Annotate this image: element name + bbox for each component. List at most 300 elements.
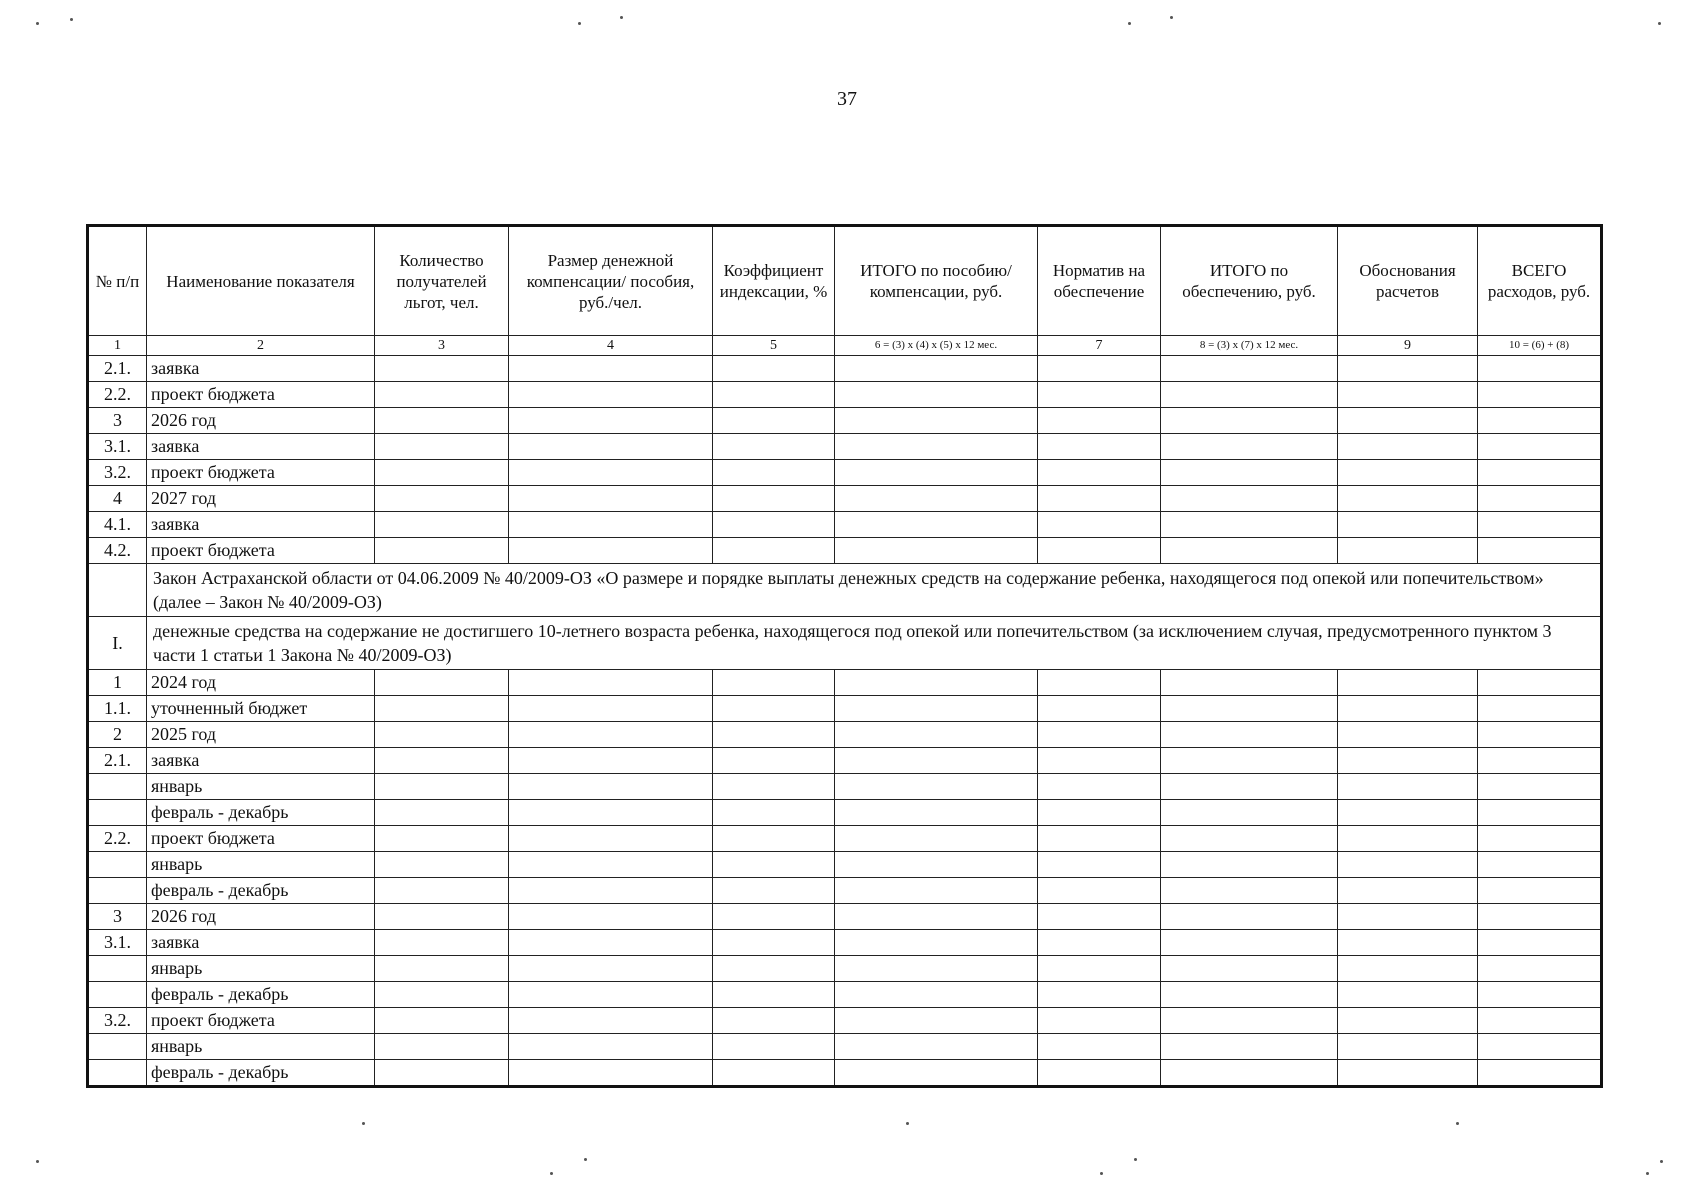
- table-row: [88, 774, 1602, 800]
- empty-cell: [1038, 696, 1161, 722]
- row-number: 3.1.: [88, 930, 147, 956]
- row-name: февраль - декабрь: [147, 982, 375, 1008]
- empty-cell: [713, 956, 835, 982]
- col-number: 3: [375, 336, 509, 356]
- empty-cell: [509, 460, 713, 486]
- row-name: заявка: [147, 356, 375, 382]
- empty-cell: [835, 1060, 1038, 1087]
- law-title-row-text: Закон Астраханской области от 04.06.2009 № 40/2009-ОЗ «О размере и порядке выплаты денежных средств на содержание ребенка, находящегося под опекой или попечительством» (далее – Закон № 40/2009-ОЗ): [147, 564, 1602, 617]
- empty-cell: [835, 512, 1038, 538]
- table-row: [88, 930, 1602, 956]
- empty-cell: [1161, 878, 1338, 904]
- empty-cell: [713, 512, 835, 538]
- section-row-text: денежные средства на содержание не достигшего 10-летнего возраста ребенка, находящегося под опекой или попечительством (за исключением случая, предусмотренного пунктом 3 части 1 статьи 1 Закона № 40/2009-ОЗ): [147, 617, 1602, 670]
- col-header-grand-total: ВСЕГО расходов, руб.: [1478, 226, 1602, 336]
- scan-speck: [620, 16, 623, 19]
- row-name: уточненный бюджет: [147, 696, 375, 722]
- empty-cell: [1338, 538, 1478, 564]
- empty-cell: [375, 982, 509, 1008]
- empty-cell: [1478, 538, 1602, 564]
- page-number: 37: [837, 88, 857, 110]
- empty-cell: [1478, 982, 1602, 1008]
- empty-cell: [1338, 1008, 1478, 1034]
- empty-cell: [713, 774, 835, 800]
- scan-speck: [550, 1172, 553, 1175]
- empty-cell: [835, 904, 1038, 930]
- table-row: [88, 1034, 1602, 1060]
- empty-cell: [509, 670, 713, 696]
- empty-cell: [1161, 982, 1338, 1008]
- empty-cell: [1338, 904, 1478, 930]
- row-number: 1: [88, 670, 147, 696]
- empty-cell: [1038, 512, 1161, 538]
- empty-cell: [1038, 486, 1161, 512]
- empty-cell: [713, 408, 835, 434]
- empty-cell: [713, 722, 835, 748]
- row-number: 2.2.: [88, 826, 147, 852]
- empty-cell: [835, 670, 1038, 696]
- scan-speck: [70, 18, 73, 21]
- row-name: 2027 год: [147, 486, 375, 512]
- empty-cell: [375, 826, 509, 852]
- empty-cell: [1338, 512, 1478, 538]
- empty-cell: [1038, 904, 1161, 930]
- empty-cell: [1478, 852, 1602, 878]
- col-header-index-coef: Коэффициент индексации, %: [713, 226, 835, 336]
- empty-cell: [835, 696, 1038, 722]
- section-row: [88, 617, 1602, 670]
- empty-cell: [713, 434, 835, 460]
- column-number-row: [88, 336, 1602, 356]
- empty-cell: [1038, 800, 1161, 826]
- table-row: [88, 434, 1602, 460]
- empty-cell: [1478, 826, 1602, 852]
- col-number: 4: [509, 336, 713, 356]
- empty-cell: [835, 356, 1038, 382]
- empty-cell: [1161, 956, 1338, 982]
- empty-cell: [1161, 904, 1338, 930]
- table-row: [88, 722, 1602, 748]
- empty-cell: [1478, 512, 1602, 538]
- row-name: проект бюджета: [147, 826, 375, 852]
- scan-speck: [36, 1160, 39, 1163]
- empty-cell: [509, 356, 713, 382]
- empty-cell: [1161, 1060, 1338, 1087]
- empty-cell: [1038, 852, 1161, 878]
- empty-cell: [509, 956, 713, 982]
- row-name: заявка: [147, 434, 375, 460]
- empty-cell: [1338, 722, 1478, 748]
- row-name: январь: [147, 1034, 375, 1060]
- empty-cell: [835, 748, 1038, 774]
- empty-cell: [509, 1060, 713, 1087]
- empty-cell: [509, 696, 713, 722]
- empty-cell: [1038, 722, 1161, 748]
- empty-cell: [1478, 956, 1602, 982]
- empty-cell: [835, 460, 1038, 486]
- row-number: 3.1.: [88, 434, 147, 460]
- empty-cell: [375, 852, 509, 878]
- table-row: [88, 904, 1602, 930]
- empty-cell: [375, 382, 509, 408]
- empty-cell: [1338, 486, 1478, 512]
- empty-cell: [713, 826, 835, 852]
- empty-cell: [509, 486, 713, 512]
- empty-cell: [1478, 930, 1602, 956]
- law-title-row: [88, 564, 1602, 617]
- table-row: [88, 356, 1602, 382]
- empty-cell: [375, 800, 509, 826]
- empty-cell: [835, 408, 1038, 434]
- scan-speck: [906, 1122, 909, 1125]
- empty-cell: [1161, 696, 1338, 722]
- row-name: заявка: [147, 748, 375, 774]
- empty-cell: [1478, 382, 1602, 408]
- row-number: [88, 800, 147, 826]
- table-row: [88, 852, 1602, 878]
- empty-cell: [509, 904, 713, 930]
- empty-cell: [835, 382, 1038, 408]
- empty-cell: [713, 982, 835, 1008]
- empty-cell: [1161, 538, 1338, 564]
- table-row: [88, 460, 1602, 486]
- empty-cell: [509, 538, 713, 564]
- empty-cell: [1338, 826, 1478, 852]
- empty-cell: [1161, 1034, 1338, 1060]
- row-number: 4: [88, 486, 147, 512]
- empty-cell: [375, 460, 509, 486]
- empty-cell: [375, 356, 509, 382]
- empty-cell: [509, 982, 713, 1008]
- empty-cell: [1338, 356, 1478, 382]
- empty-cell: [1338, 382, 1478, 408]
- empty-cell: [835, 486, 1038, 512]
- empty-cell: [1038, 408, 1161, 434]
- empty-cell: [375, 1008, 509, 1034]
- empty-cell: [1478, 1034, 1602, 1060]
- col-header-total-benefit: ИТОГО по пособию/ компенсации, руб.: [835, 226, 1038, 336]
- col-number: 6 = (3) x (4) x (5) x 12 мес.: [835, 336, 1038, 356]
- scan-speck: [1456, 1122, 1459, 1125]
- empty-cell: [713, 460, 835, 486]
- row-number: 2: [88, 722, 147, 748]
- scan-speck: [1646, 1172, 1649, 1175]
- col-header-number: № п/п: [88, 226, 147, 336]
- empty-cell: [713, 748, 835, 774]
- empty-cell: [509, 748, 713, 774]
- empty-cell: [835, 956, 1038, 982]
- empty-cell: [835, 434, 1038, 460]
- empty-cell: [713, 904, 835, 930]
- empty-cell: [1161, 722, 1338, 748]
- row-number: 3.2.: [88, 1008, 147, 1034]
- col-header-recipients: Количество получателей льгот, чел.: [375, 226, 509, 336]
- row-number: [88, 1060, 147, 1087]
- table-row: [88, 800, 1602, 826]
- row-name: 2026 год: [147, 904, 375, 930]
- scan-speck: [1660, 1160, 1663, 1163]
- empty-cell: [713, 1060, 835, 1087]
- col-number: 10 = (6) + (8): [1478, 336, 1602, 356]
- empty-cell: [1478, 434, 1602, 460]
- empty-cell: [1338, 1060, 1478, 1087]
- row-name: проект бюджета: [147, 460, 375, 486]
- table-row: [88, 748, 1602, 774]
- empty-cell: [1161, 356, 1338, 382]
- empty-cell: [1478, 1008, 1602, 1034]
- empty-cell: [1338, 982, 1478, 1008]
- empty-cell: [1338, 1034, 1478, 1060]
- scan-speck: [36, 22, 39, 25]
- row-number: 2.1.: [88, 356, 147, 382]
- empty-cell: [1161, 460, 1338, 486]
- empty-cell: [713, 878, 835, 904]
- empty-cell: [375, 434, 509, 460]
- empty-cell: [1478, 722, 1602, 748]
- empty-cell: [1161, 382, 1338, 408]
- empty-cell: [375, 878, 509, 904]
- empty-cell: [835, 722, 1038, 748]
- empty-cell: [1038, 1060, 1161, 1087]
- empty-cell: [835, 1008, 1038, 1034]
- empty-cell: [1478, 486, 1602, 512]
- row-number: [88, 1034, 147, 1060]
- empty-cell: [1478, 748, 1602, 774]
- empty-cell: [375, 538, 509, 564]
- col-number: 1: [88, 336, 147, 356]
- empty-cell: [375, 670, 509, 696]
- empty-cell: [1038, 1034, 1161, 1060]
- empty-cell: [835, 538, 1038, 564]
- row-number: [88, 774, 147, 800]
- empty-cell: [1338, 408, 1478, 434]
- empty-cell: [509, 1034, 713, 1060]
- empty-cell: [835, 852, 1038, 878]
- table-row: [88, 696, 1602, 722]
- empty-cell: [713, 538, 835, 564]
- empty-cell: [713, 382, 835, 408]
- empty-cell: [1338, 774, 1478, 800]
- empty-cell: [509, 852, 713, 878]
- empty-cell: [1161, 930, 1338, 956]
- empty-cell: [1478, 356, 1602, 382]
- empty-cell: [1478, 878, 1602, 904]
- header-row: [88, 226, 1602, 336]
- empty-cell: [1338, 670, 1478, 696]
- empty-cell: [375, 1034, 509, 1060]
- empty-cell: [509, 512, 713, 538]
- empty-cell: [1161, 1008, 1338, 1034]
- empty-cell: [713, 696, 835, 722]
- empty-cell: [509, 434, 713, 460]
- empty-cell: [1478, 460, 1602, 486]
- empty-cell: [835, 930, 1038, 956]
- row-number: 3: [88, 904, 147, 930]
- row-number: [88, 564, 147, 617]
- empty-cell: [713, 800, 835, 826]
- empty-cell: [509, 774, 713, 800]
- empty-cell: [1478, 408, 1602, 434]
- empty-cell: [713, 930, 835, 956]
- empty-cell: [509, 800, 713, 826]
- row-name: февраль - декабрь: [147, 878, 375, 904]
- table-row: [88, 956, 1602, 982]
- empty-cell: [1338, 930, 1478, 956]
- empty-cell: [1038, 826, 1161, 852]
- col-number: 9: [1338, 336, 1478, 356]
- empty-cell: [375, 774, 509, 800]
- empty-cell: [1038, 356, 1161, 382]
- empty-cell: [1338, 852, 1478, 878]
- row-name: проект бюджета: [147, 538, 375, 564]
- empty-cell: [509, 408, 713, 434]
- row-name: заявка: [147, 512, 375, 538]
- table-row: [88, 826, 1602, 852]
- empty-cell: [1338, 748, 1478, 774]
- row-number: 3: [88, 408, 147, 434]
- budget-table: [86, 224, 1603, 1088]
- scan-speck: [1100, 1172, 1103, 1175]
- empty-cell: [835, 774, 1038, 800]
- empty-cell: [509, 930, 713, 956]
- row-number: I.: [88, 617, 147, 670]
- empty-cell: [1038, 878, 1161, 904]
- table-row: [88, 1008, 1602, 1034]
- empty-cell: [509, 826, 713, 852]
- empty-cell: [375, 408, 509, 434]
- empty-cell: [713, 1034, 835, 1060]
- scan-speck: [1128, 22, 1131, 25]
- empty-cell: [1161, 512, 1338, 538]
- empty-cell: [1478, 904, 1602, 930]
- empty-cell: [1161, 774, 1338, 800]
- empty-cell: [713, 486, 835, 512]
- empty-cell: [1038, 538, 1161, 564]
- empty-cell: [835, 800, 1038, 826]
- row-number: 3.2.: [88, 460, 147, 486]
- scan-speck: [584, 1158, 587, 1161]
- empty-cell: [835, 982, 1038, 1008]
- empty-cell: [1038, 930, 1161, 956]
- empty-cell: [835, 1034, 1038, 1060]
- row-name: январь: [147, 852, 375, 878]
- empty-cell: [1038, 774, 1161, 800]
- row-name: заявка: [147, 930, 375, 956]
- empty-cell: [375, 486, 509, 512]
- empty-cell: [509, 1008, 713, 1034]
- empty-cell: [1038, 670, 1161, 696]
- row-number: [88, 956, 147, 982]
- row-name: проект бюджета: [147, 382, 375, 408]
- empty-cell: [1161, 486, 1338, 512]
- col-header-indicator: Наименование показателя: [147, 226, 375, 336]
- row-number: 2.1.: [88, 748, 147, 774]
- col-header-total-provision: ИТОГО по обеспечению, руб.: [1161, 226, 1338, 336]
- empty-cell: [375, 904, 509, 930]
- empty-cell: [375, 512, 509, 538]
- row-number: 4.2.: [88, 538, 147, 564]
- empty-cell: [1478, 774, 1602, 800]
- empty-cell: [713, 670, 835, 696]
- row-number: [88, 982, 147, 1008]
- row-name: февраль - декабрь: [147, 1060, 375, 1087]
- row-number: 4.1.: [88, 512, 147, 538]
- empty-cell: [1478, 800, 1602, 826]
- row-number: 2.2.: [88, 382, 147, 408]
- table-row: [88, 408, 1602, 434]
- empty-cell: [1038, 748, 1161, 774]
- col-number: 2: [147, 336, 375, 356]
- scan-speck: [578, 22, 581, 25]
- empty-cell: [1338, 460, 1478, 486]
- empty-cell: [1038, 956, 1161, 982]
- col-header-norm: Норматив на обеспечение: [1038, 226, 1161, 336]
- empty-cell: [1038, 382, 1161, 408]
- empty-cell: [1161, 800, 1338, 826]
- empty-cell: [1038, 460, 1161, 486]
- empty-cell: [713, 356, 835, 382]
- empty-cell: [375, 1060, 509, 1087]
- empty-cell: [1161, 748, 1338, 774]
- empty-cell: [1161, 408, 1338, 434]
- row-number: [88, 878, 147, 904]
- table-row: [88, 982, 1602, 1008]
- scan-speck: [1658, 22, 1661, 25]
- empty-cell: [1038, 982, 1161, 1008]
- row-name: январь: [147, 774, 375, 800]
- col-number: 5: [713, 336, 835, 356]
- row-name: январь: [147, 956, 375, 982]
- empty-cell: [509, 382, 713, 408]
- col-number: 8 = (3) x (7) x 12 мес.: [1161, 336, 1338, 356]
- empty-cell: [375, 930, 509, 956]
- table-row: [88, 670, 1602, 696]
- row-number: 1.1.: [88, 696, 147, 722]
- row-name: февраль - декабрь: [147, 800, 375, 826]
- empty-cell: [1338, 696, 1478, 722]
- empty-cell: [1038, 434, 1161, 460]
- empty-cell: [1161, 826, 1338, 852]
- row-name: 2025 год: [147, 722, 375, 748]
- empty-cell: [509, 878, 713, 904]
- col-number: 7: [1038, 336, 1161, 356]
- row-name: 2026 год: [147, 408, 375, 434]
- empty-cell: [1338, 800, 1478, 826]
- scan-speck: [362, 1122, 365, 1125]
- row-number: [88, 852, 147, 878]
- table-row: [88, 382, 1602, 408]
- empty-cell: [1161, 852, 1338, 878]
- empty-cell: [375, 696, 509, 722]
- empty-cell: [509, 722, 713, 748]
- empty-cell: [713, 852, 835, 878]
- empty-cell: [1338, 878, 1478, 904]
- empty-cell: [375, 956, 509, 982]
- empty-cell: [1161, 670, 1338, 696]
- col-header-compensation: Размер денежной компенсации/ пособия, руб./чел.: [509, 226, 713, 336]
- empty-cell: [713, 1008, 835, 1034]
- empty-cell: [1338, 434, 1478, 460]
- col-header-justification: Обоснования расчетов: [1338, 226, 1478, 336]
- empty-cell: [1478, 696, 1602, 722]
- empty-cell: [375, 722, 509, 748]
- empty-cell: [835, 826, 1038, 852]
- empty-cell: [375, 748, 509, 774]
- table-row: [88, 878, 1602, 904]
- table-row: [88, 1060, 1602, 1087]
- empty-cell: [1338, 956, 1478, 982]
- scan-speck: [1170, 16, 1173, 19]
